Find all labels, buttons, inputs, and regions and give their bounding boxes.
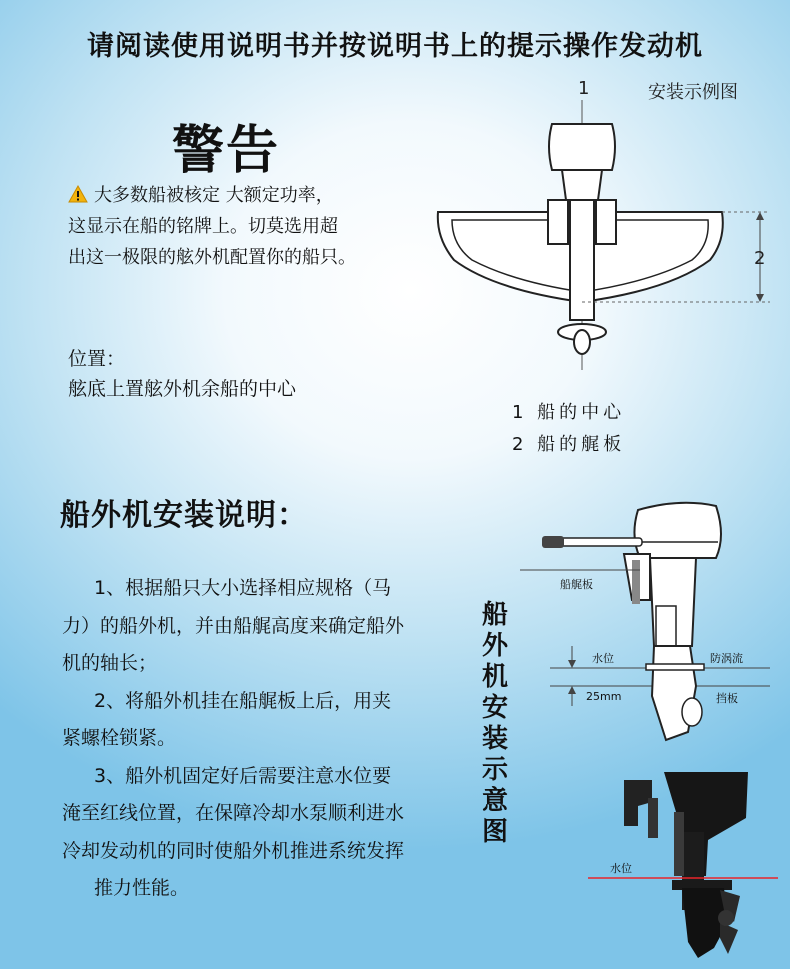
install-steps: [62, 570, 457, 908]
water-level-label-2: 水位: [610, 862, 632, 875]
outboard-side-diagram: [520, 496, 780, 756]
step-line: 1、根据船只大小选择相应规格（马: [94, 577, 392, 599]
legend-item-center: 1 船的中心: [512, 402, 626, 423]
warning-text: [68, 180, 428, 273]
step-line: 推力性能。: [94, 877, 190, 899]
step-line: 3、船外机固定好后需要注意水位要: [94, 764, 392, 787]
transom-label: 船艉板: [560, 578, 593, 591]
anti-cavitation-label: 防涡流: [710, 652, 743, 665]
boat-install-diagram: [430, 70, 780, 390]
warning-title: 警告: [172, 121, 281, 181]
install-section-title: 船外机安装说明：: [60, 498, 308, 533]
water-level-label: 水位: [592, 652, 614, 665]
step-line: 2、将船外机挂在船艉板上后，用夹: [94, 689, 392, 712]
outboard-photo-diagram: [588, 772, 778, 962]
page-title: 请阅读使用说明书并按说明书上的提示操作发动机: [87, 31, 703, 62]
warning-icon: [68, 185, 88, 203]
motor-head: [549, 124, 615, 170]
step-line: 机的轴长；: [62, 652, 158, 674]
position-text: 舷底上置舷外机余船的中心: [68, 378, 297, 400]
step-line: 淹至红线位置，在保障冷却水泵顺利进水: [62, 802, 405, 824]
plate-label: 挡板: [716, 692, 738, 705]
warning-line-1: [68, 180, 428, 211]
legend-item-transom: 2 船的艉板: [512, 434, 626, 455]
warning-line-2: 这显示在船的铭牌上。切莫选用超: [68, 216, 338, 237]
warning-line-3: 出这一极限的舷外机配置你的船只。: [68, 247, 356, 268]
distance-label: 25mm: [586, 690, 622, 703]
diagram-label-2: 2: [754, 248, 766, 269]
step-line: 紧螺栓锁紧。: [62, 727, 177, 749]
warning-line-1-text: 大多数船被核定 大额定功率，: [94, 185, 334, 206]
diagram-label-1: 1: [578, 78, 590, 99]
install-example-caption: 安装示例图: [648, 82, 738, 103]
engine-cover: [634, 503, 721, 558]
step-line: 力）的船外机，并由船艉高度来确定船外: [62, 614, 405, 637]
step-line: 冷却发动机的同时使船外机推进系统发挥: [62, 839, 405, 862]
vertical-caption: 船外机安装示意图: [481, 600, 508, 847]
position-label: 位置：: [68, 348, 126, 370]
